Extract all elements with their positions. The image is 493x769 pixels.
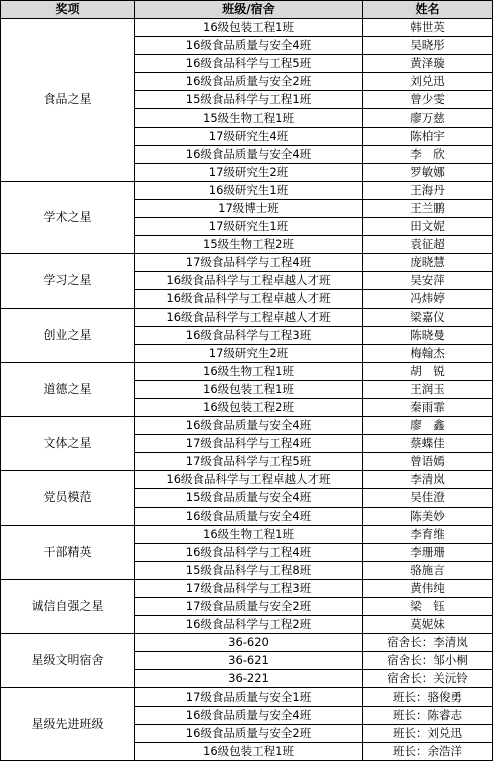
class-cell: 16级食品质量与安全4班	[135, 37, 363, 55]
class-cell: 36-221	[135, 670, 363, 688]
class-cell: 16级食品质量与安全2班	[135, 73, 363, 91]
student-name-cell: 秦雨霏	[363, 398, 493, 416]
student-name-cell: 吴佳澄	[363, 489, 493, 507]
student-name-cell: 班长：骆俊勇	[363, 688, 493, 706]
table-row	[1, 417, 493, 435]
table-row	[1, 634, 493, 652]
class-cell: 17级食品科学与工程3班	[135, 579, 363, 597]
class-cell: 17级食品科学与工程5班	[135, 453, 363, 471]
student-name-cell: 廖万慈	[363, 109, 493, 127]
student-name-cell: 庞晓慧	[363, 254, 493, 272]
class-cell: 16级食品质量与安全4班	[135, 417, 363, 435]
student-name-cell: 曾语嫣	[363, 453, 493, 471]
student-name-cell: 罗敏娜	[363, 163, 493, 181]
class-cell: 15级食品科学与工程8班	[135, 561, 363, 579]
student-name-cell: 宿舍长：关沅铃	[363, 670, 493, 688]
award-name-cell: 创业之星	[1, 308, 135, 362]
class-cell: 16级食品科学与工程卓越人才班	[135, 471, 363, 489]
class-cell: 16级食品质量与安全4班	[135, 145, 363, 163]
student-name-cell: 班长：陈睿志	[363, 706, 493, 724]
student-name-cell: 李珊珊	[363, 543, 493, 561]
class-cell: 36-621	[135, 652, 363, 670]
student-name-cell: 陈晓曼	[363, 326, 493, 344]
award-name-cell: 诚信自强之星	[1, 579, 135, 633]
class-cell: 16级食品质量与安全2班	[135, 724, 363, 742]
class-cell: 16级生物工程1班	[135, 525, 363, 543]
award-name-cell: 道德之星	[1, 362, 135, 416]
header-award: 奖项	[1, 1, 135, 19]
award-name-cell: 党员模范	[1, 471, 135, 525]
class-cell: 15级食品科学与工程1班	[135, 91, 363, 109]
student-name-cell: 田文妮	[363, 218, 493, 236]
table-row	[1, 471, 493, 489]
student-name-cell: 陈美妙	[363, 507, 493, 525]
student-name-cell: 宿舍长：邹小桐	[363, 652, 493, 670]
student-name-cell: 王兰鹏	[363, 199, 493, 217]
student-name-cell: 袁征超	[363, 236, 493, 254]
table-row	[1, 308, 493, 326]
class-cell: 16级食品科学与工程5班	[135, 55, 363, 73]
class-cell: 17级食品科学与工程4班	[135, 254, 363, 272]
class-cell: 17级研究生1班	[135, 218, 363, 236]
student-name-cell: 韩世英	[363, 19, 493, 37]
student-name-cell: 王海丹	[363, 181, 493, 199]
student-name-cell: 骆施言	[363, 561, 493, 579]
student-name-cell: 吴晓彤	[363, 37, 493, 55]
student-name-cell: 胡 锐	[363, 362, 493, 380]
student-name-cell: 王润玉	[363, 380, 493, 398]
award-name-cell: 学术之星	[1, 181, 135, 253]
student-name-cell: 刘兑迅	[363, 73, 493, 91]
student-name-cell: 宿舍长：李清岚	[363, 634, 493, 652]
class-cell: 17级食品科学与工程4班	[135, 435, 363, 453]
table-row	[1, 688, 493, 706]
student-name-cell: 班长：刘兑迅	[363, 724, 493, 742]
class-cell: 16级食品质量与安全4班	[135, 507, 363, 525]
student-name-cell: 梅翰杰	[363, 344, 493, 362]
class-cell: 17级研究生2班	[135, 163, 363, 181]
table-row	[1, 579, 493, 597]
class-cell: 17级研究生2班	[135, 344, 363, 362]
award-name-cell: 星级先进班级	[1, 688, 135, 760]
student-name-cell: 李 欣	[363, 145, 493, 163]
class-cell: 16级包装工程2班	[135, 398, 363, 416]
class-cell: 16级食品科学与工程卓越人才班	[135, 290, 363, 308]
class-cell: 16级研究生1班	[135, 181, 363, 199]
student-name-cell: 廖 鑫	[363, 417, 493, 435]
student-name-cell: 吴安萍	[363, 272, 493, 290]
class-cell: 16级食品质量与安全4班	[135, 706, 363, 724]
student-name-cell: 曾少雯	[363, 91, 493, 109]
class-cell: 17级博士班	[135, 199, 363, 217]
student-name-cell: 黄泽璇	[363, 55, 493, 73]
class-cell: 16级生物工程1班	[135, 362, 363, 380]
award-name-cell: 干部精英	[1, 525, 135, 579]
class-cell: 16级食品科学与工程卓越人才班	[135, 272, 363, 290]
class-cell: 36-620	[135, 634, 363, 652]
student-name-cell: 班长：余浩洋	[363, 742, 493, 760]
student-name-cell: 黄伟纯	[363, 579, 493, 597]
award-name-cell: 星级文明宿舍	[1, 634, 135, 688]
student-name-cell: 梁嘉仪	[363, 308, 493, 326]
header-row	[1, 1, 493, 19]
student-name-cell: 梁 钰	[363, 598, 493, 616]
table-row	[1, 181, 493, 199]
table-row	[1, 19, 493, 37]
class-cell: 15级生物工程1班	[135, 109, 363, 127]
header-name: 姓名	[363, 1, 493, 19]
student-name-cell: 李育维	[363, 525, 493, 543]
table-row	[1, 254, 493, 272]
student-name-cell: 莫妮妹	[363, 616, 493, 634]
class-cell: 17级食品质量与安全2班	[135, 598, 363, 616]
table-row	[1, 362, 493, 380]
student-name-cell: 蔡蝶佳	[363, 435, 493, 453]
awards-body	[1, 19, 493, 761]
class-cell: 16级食品科学与工程3班	[135, 326, 363, 344]
class-cell: 17级研究生4班	[135, 127, 363, 145]
student-name-cell: 陈柏宇	[363, 127, 493, 145]
class-cell: 15级食品质量与安全4班	[135, 489, 363, 507]
student-name-cell: 李清岚	[363, 471, 493, 489]
award-name-cell: 食品之星	[1, 19, 135, 182]
class-cell: 16级包装工程1班	[135, 19, 363, 37]
class-cell: 15级生物工程2班	[135, 236, 363, 254]
class-cell: 16级食品科学与工程4班	[135, 543, 363, 561]
class-cell: 16级包装工程1班	[135, 742, 363, 760]
award-name-cell: 学习之星	[1, 254, 135, 308]
class-cell: 16级食品科学与工程2班	[135, 616, 363, 634]
award-name-cell: 文体之星	[1, 417, 135, 471]
header-class: 班级/宿舍	[135, 1, 363, 19]
student-name-cell: 冯炜婷	[363, 290, 493, 308]
class-cell: 16级食品科学与工程卓越人才班	[135, 308, 363, 326]
class-cell: 16级包装工程1班	[135, 380, 363, 398]
table-row	[1, 525, 493, 543]
class-cell: 17级食品质量与安全1班	[135, 688, 363, 706]
